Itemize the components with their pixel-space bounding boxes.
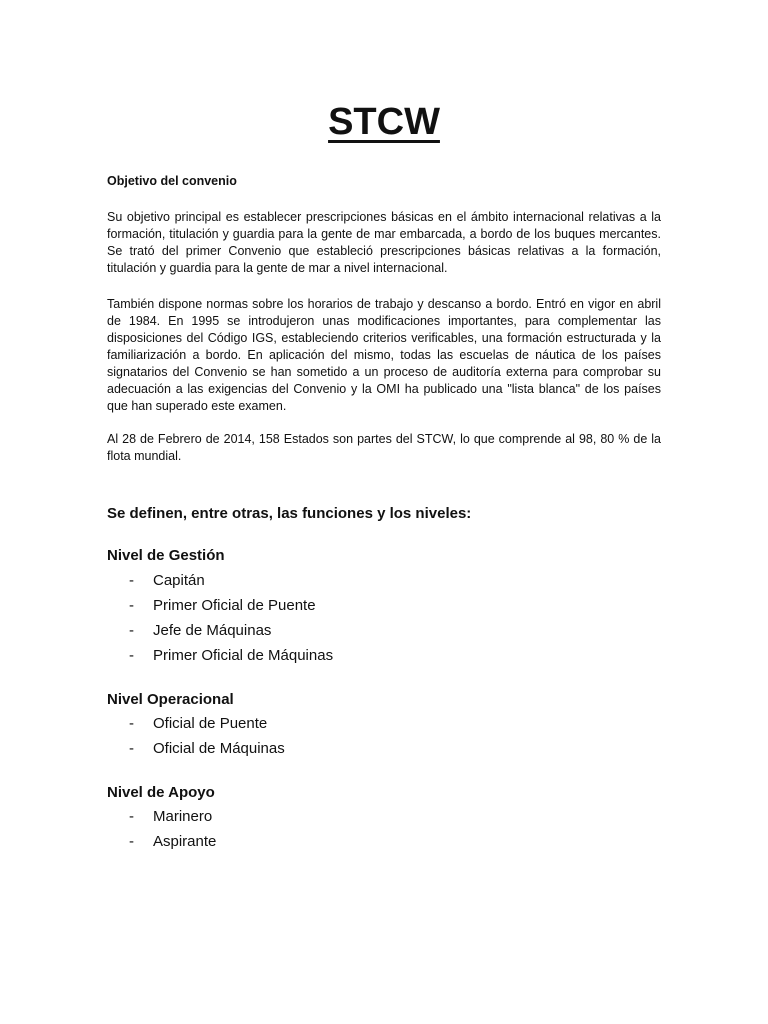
list-item-label: Jefe de Máquinas (153, 622, 272, 639)
bullet-dash: - (129, 740, 134, 757)
bullet-dash: - (129, 808, 134, 825)
document-title: STCW (328, 101, 440, 143)
bullet-dash: - (129, 647, 134, 664)
bullet-dash: - (129, 715, 134, 732)
list-item (107, 829, 216, 854)
list-item-label: Primer Oficial de Máquinas (153, 647, 334, 664)
bullet-dash: - (129, 572, 134, 589)
list-item-label: Marinero (153, 808, 213, 825)
list-item (107, 736, 285, 761)
level-list-operacional (107, 711, 285, 761)
list-item (107, 568, 333, 593)
list-item (107, 643, 333, 668)
paragraph-norms: También dispone normas sobre los horarios de trabajo y descanso a bordo. Entró en vigor en abril de 1984. En 1995 se introdujeron unas modificaciones importantes, para complementar las disposiciones del Código IGS, estableciendo criterios verificables, una formación estructurada y la familiarización a bordo. En aplicación del mismo, todas las escuelas de náutica de los países signatarios del Convenio se han sometido a un proceso de auditoría externa para comprobar su adecuación a las exigencias del Convenio y la OMI ha publicado una "lista blanca" de los países que han superado este examen. (107, 297, 661, 413)
level-list-apoyo (107, 804, 216, 854)
paragraph-objective: Su objetivo principal es establecer prescripciones básicas en el ámbito internacional relativas a la formación, titulación y guardia para la gente de mar embarcada, a bordo de los buques mercantes. Se trató del primer Convenio que estableció prescripciones básicas relativas a la formación, titulación y guardia para la gente de mar a nivel internacional. (107, 210, 661, 275)
list-item (107, 593, 333, 618)
list-item-label: Oficial de Máquinas (153, 740, 285, 757)
level-heading-apoyo: Nivel de Apoyo (107, 784, 215, 801)
list-item (107, 711, 285, 736)
list-item-label: Aspirante (153, 833, 217, 850)
list-item (107, 618, 333, 643)
list-item-label: Oficial de Puente (153, 715, 268, 732)
paragraph-members: Al 28 de Febrero de 2014, 158 Estados son partes del STCW, lo que comprende al 98, 80 % de la flota mundial. (107, 432, 661, 463)
level-heading-gestion: Nivel de Gestión (107, 547, 225, 564)
section-subtitle: Objetivo del convenio (107, 174, 237, 188)
bullet-dash: - (129, 597, 134, 614)
list-item-label: Primer Oficial de Puente (153, 597, 316, 614)
functions-heading: Se definen, entre otras, las funciones y los niveles: (107, 505, 472, 522)
bullet-dash: - (129, 833, 134, 850)
list-item-label: Capitán (153, 572, 205, 589)
level-list-gestion (107, 568, 333, 668)
bullet-dash: - (129, 622, 134, 639)
list-item (107, 804, 216, 829)
level-heading-operacional: Nivel Operacional (107, 691, 234, 708)
